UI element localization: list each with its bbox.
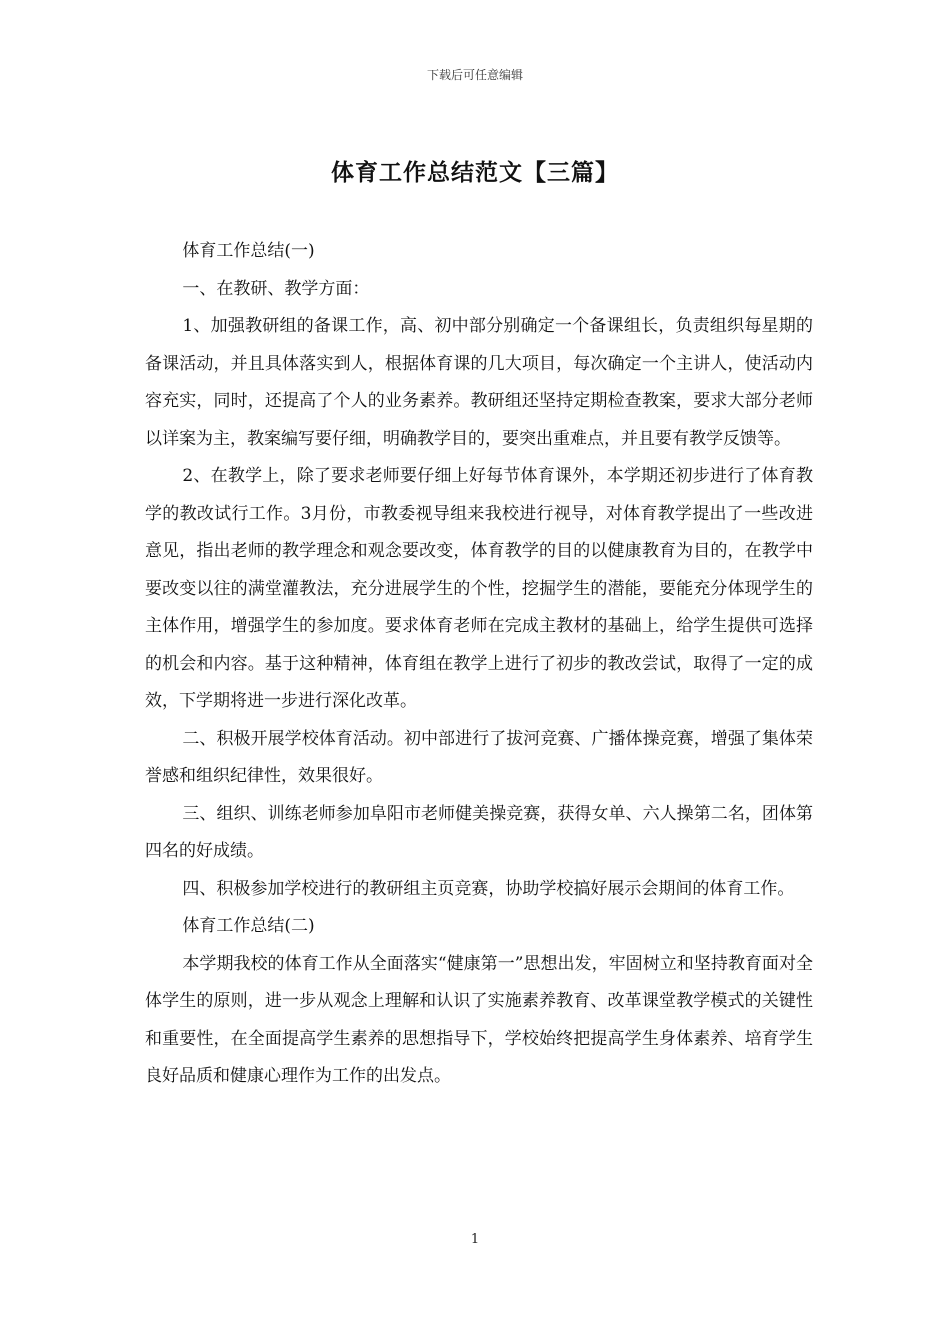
page-number: 1 bbox=[470, 1232, 480, 1247]
subheading-teaching: 一、在教研、教学方面： bbox=[182, 278, 370, 299]
paragraph-item-2: 2、在教学上，除了要求老师要仔细上好每节体育课外，本学期还初步进行了体育教学的教改试行工作。3月份，市教委视导组来我校进行视导，对体育教学提出了一些改进意见，指出老师的教学理念和观念要改变，体育教学的目的以健康教育为目的，在教学中要改变以往的满堂灌教法，充分进展学生的个性，挖掘学生的潜能，要能充分体现学生的主体作用，增强学生的参加度。要求体育老师在完成主教材的基础上，给学生提供可选择的机会和内容。基于这种精神，体育组在教学上进行了初步的教改尝试，取得了一定的成效，下学期将进一步进行深化改革。 bbox=[145, 466, 813, 711]
paragraph-item-1: 1、加强教研组的备课工作，高、初中部分别确定一个备课组长，负责组织每星期的备课活动，并且具体落实到人，根据体育课的几大项目，每次确定一个主讲人，使活动内容充实，同时，还提高了个人的业务素养。教研组还坚持定期检查教案，要求大部分老师以详案为主，教案编写要仔细，明确教学目的，要突出重难点，并且要有教学反馈等。 bbox=[145, 316, 813, 449]
section-heading-1: 体育工作总结(一) bbox=[182, 241, 315, 261]
section-heading-2: 体育工作总结(二) bbox=[182, 916, 315, 936]
paragraph-aerobics: 三、组织、训练老师参加阜阳市老师健美操竞赛，获得女单、六人操第二名，团体第四名的好成绩。 bbox=[145, 803, 813, 861]
document-body bbox=[145, 233, 813, 1096]
paragraph-summary-2: 本学期我校的体育工作从全面落实“健康第一”思想出发，牢固树立和坚持教育面对全体学生的原则，进一步从观念上理解和认识了实施素养教育、改革课堂教学模式的关键性和重要性，在全面提高学生素养的思想指导下，学校始终把提高学生身体素养、培育学生良好品质和健康心理作为工作的出发点。 bbox=[145, 953, 813, 1086]
document-title: 体育工作总结范文【三篇】 bbox=[331, 159, 619, 186]
header-note: 下载后可任意编辑 bbox=[426, 68, 523, 82]
paragraph-activities: 二、积极开展学校体育活动。初中部进行了拔河竞赛、广播体操竞赛，增强了集体荣誉感和组织纪律性，效果很好。 bbox=[145, 728, 813, 786]
paragraph-homepage: 四、积极参加学校进行的教研组主页竞赛，协助学校搞好展示会期间的体育工作。 bbox=[182, 878, 795, 899]
